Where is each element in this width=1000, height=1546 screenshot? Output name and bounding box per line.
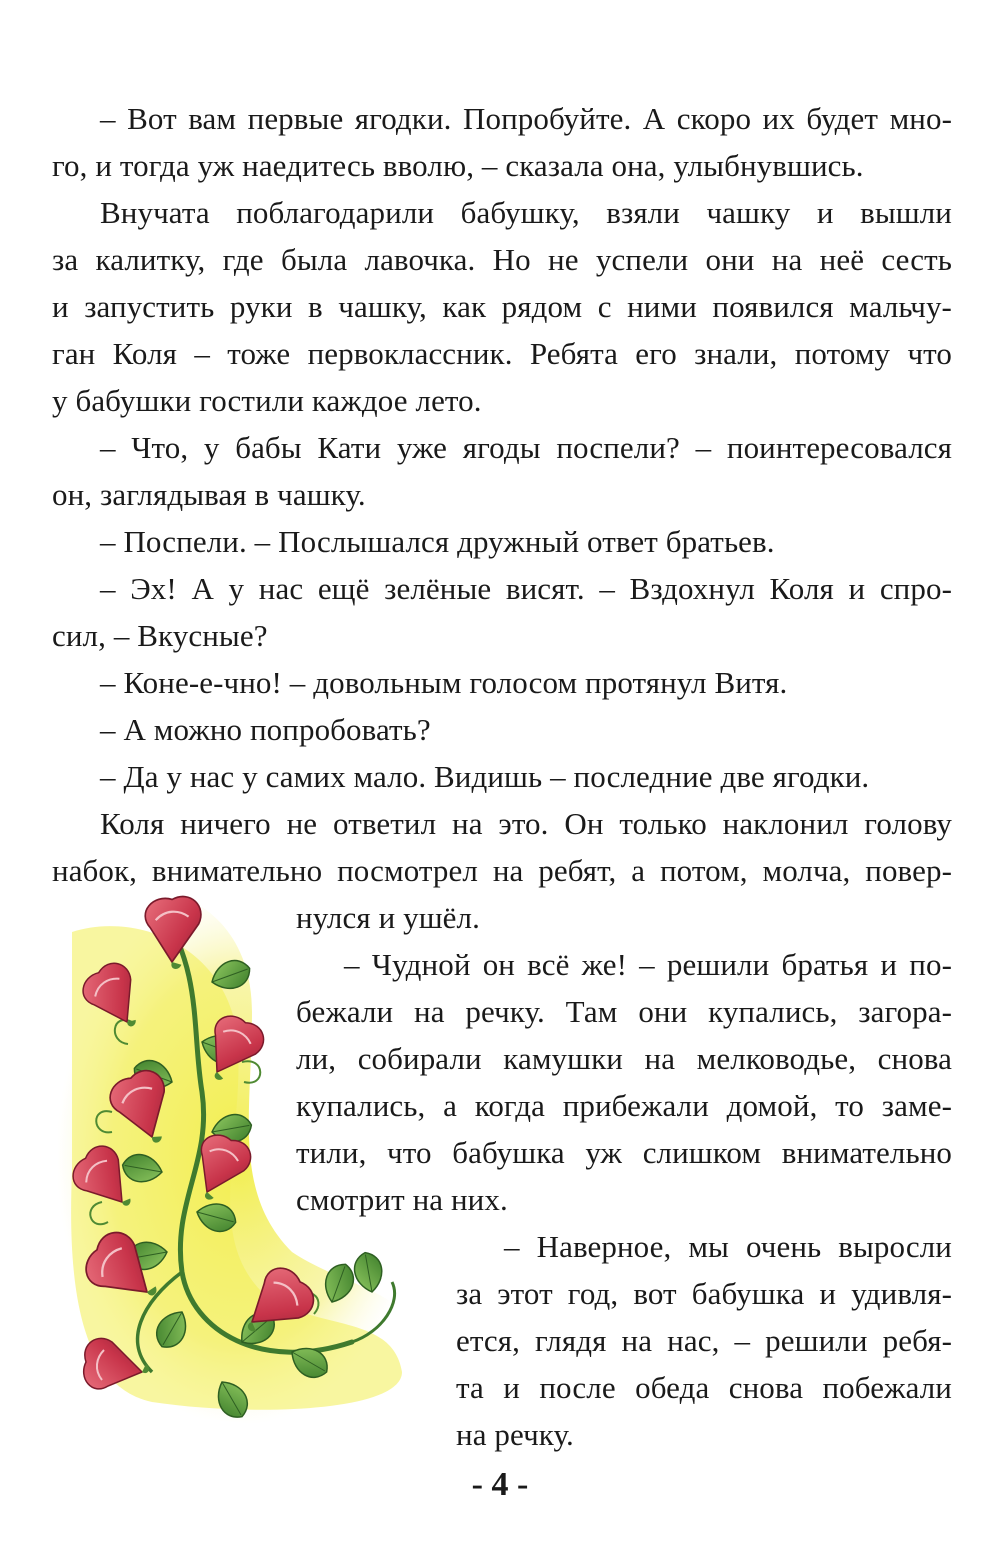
flower-vine-illustration [52,872,432,1432]
text-line: ли, собирали камушки на мелководье, снова [296,1041,952,1076]
text-line: ган Коля – тоже первоклассник. Ребята его знали, потому что [52,336,952,371]
page-number: - 4 - [471,1466,529,1503]
text-line: за этот год, вот бабушка и удивля- [456,1276,952,1311]
text-line: ется, глядя на нас, – решили ребя- [456,1323,952,1358]
text-line: у бабушки гостили каждое лето. [52,383,482,418]
text-line: – Наверное, мы очень выросли [504,1229,952,1264]
text-line: на речку. [456,1417,574,1452]
text-line: купались, а когда прибежали домой, то заме- [296,1088,952,1123]
text-line: за калитку, где была лавочка. Но не успели они на неё сесть [52,242,952,277]
text-line: – Вот вам первые ягодки. Попробуйте. А скоро их будет мно- [100,101,952,136]
text-line: – Чудной он всё же! – решили братья и по- [344,947,952,982]
text-line: сил, – Вкусные? [52,618,268,653]
text-line: бежали на речку. Там они купались, загора- [296,994,952,1029]
text-line: тили, что бабушка уж слишком внимательно [296,1135,952,1170]
text-line: смотрит на них. [296,1182,508,1217]
text-line: – А можно попробовать? [100,712,431,747]
text-line: Внучата поблагодарили бабушку, взяли чашку и вышли [100,195,952,230]
text-line: – Что, у бабы Кати уже ягоды поспели? – поинтересовался [100,430,952,465]
text-line: – Да у нас у самих мало. Видишь – последние две ягодки. [100,759,870,794]
text-line: он, заглядывая в чашку. [52,477,366,512]
text-line: – Коне-е-чно! – довольным голосом протянул Витя. [100,665,788,700]
text-line: го, и тогда уж наедитесь вволю, – сказала она, улыбнувшись. [52,148,864,183]
text-line: – Эх! А у нас ещё зелёные висят. – Вздохнул Коля и спро- [100,571,952,606]
text-line: – Поспели. – Послышался дружный ответ братьев. [100,524,775,559]
text-line: и запустить руки в чашку, как рядом с ними появился мальчу- [52,289,952,324]
text-line: нулся и ушёл. [296,900,480,935]
text-line: та и после обеда снова побежали [456,1370,952,1405]
text-line: Коля ничего не ответил на это. Он только наклонил голову [100,806,952,841]
text-line: набок, внимательно посмотрел на ребят, а потом, молча, повер- [52,853,952,888]
